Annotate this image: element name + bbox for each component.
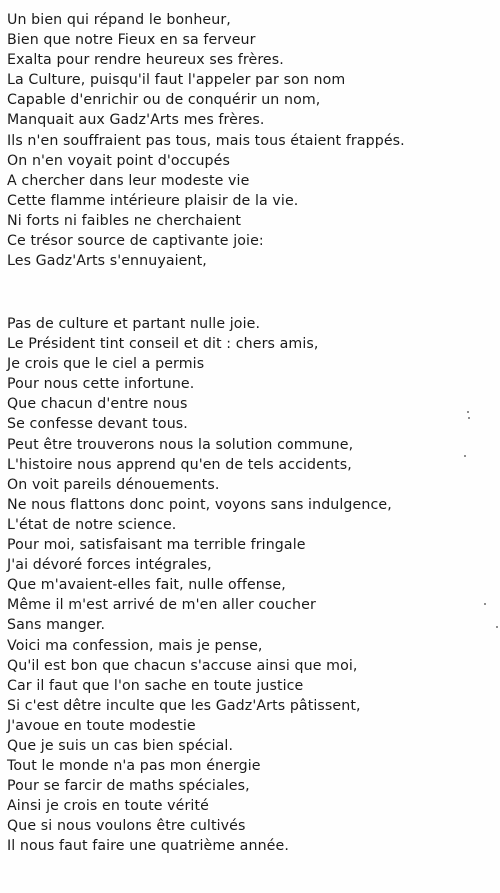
poem-line: On voit pareils dénouements. bbox=[7, 476, 220, 493]
poem-line: Pour se farcir de maths spéciales, bbox=[7, 778, 250, 795]
poem-line: Bien que notre Fieux en sa ferveur bbox=[7, 32, 256, 49]
poem-line: On n'en voyait point d'occupés bbox=[7, 152, 230, 169]
poem-line: Que chacun d'entre nous bbox=[7, 396, 188, 413]
scan-speck bbox=[496, 626, 498, 628]
poem-line: A chercher dans leur modeste vie bbox=[7, 172, 250, 189]
poem-line: L'état de notre science. bbox=[7, 516, 177, 533]
poem-line: Un bien qui répand le bonheur, bbox=[7, 12, 231, 28]
poem-line: Ce trésor source de captivante joie: bbox=[7, 233, 264, 250]
poem-line: Les Gadz'Arts s'ennuyaient, bbox=[7, 253, 207, 270]
poem-line: Car il faut que l'on sache en toute justice bbox=[7, 677, 304, 694]
poem-line: Je crois que le ciel a permis bbox=[7, 356, 205, 373]
poem-line: Tout le monde n'a pas mon énergie bbox=[7, 758, 261, 775]
scan-speck bbox=[464, 455, 466, 457]
poem-line: Sans manger. bbox=[7, 617, 106, 634]
poem-line: Exalta pour rendre heureux ses frères. bbox=[7, 52, 284, 69]
poem-line: Il nous faut faire une quatrième année. bbox=[7, 838, 289, 855]
poem-line: Que m'avaient-elles fait, nulle offense, bbox=[7, 577, 286, 594]
poem-line: Le Président tint conseil et dit : chers amis, bbox=[7, 336, 319, 353]
poem-line: Pour nous cette infortune. bbox=[7, 376, 195, 393]
scan-speck bbox=[468, 417, 470, 419]
poem-line: Capable d'enrichir ou de conquérir un nom, bbox=[7, 92, 321, 109]
poem-line: La Culture, puisqu'il faut l'appeler par son nom bbox=[7, 72, 346, 89]
poem-line: Ni forts ni faibles ne cherchaient bbox=[7, 212, 242, 229]
poem-stanza-2 bbox=[7, 314, 392, 857]
poem-line: Même il m'est arrivé de m'en aller coucher bbox=[7, 597, 316, 614]
poem-line: J'ai dévoré forces intégrales, bbox=[7, 557, 212, 574]
poem-line: Que je suis un cas bien spécial. bbox=[7, 737, 234, 754]
poem-line: Pas de culture et partant nulle joie. bbox=[7, 316, 261, 332]
poem-line: J'avoue en toute modestie bbox=[7, 717, 196, 734]
scan-speck bbox=[484, 603, 486, 605]
poem-line: Ne nous flattons donc point, voyons sans indulgence, bbox=[7, 496, 392, 513]
poem-line: Si c'est dêtre inculte que les Gadz'Arts pâtissent, bbox=[7, 697, 361, 714]
poem-line: L'histoire nous apprend qu'en de tels accidents, bbox=[7, 456, 352, 473]
poem-line: Ainsi je crois en toute vérité bbox=[7, 798, 209, 815]
poem-line: Que si nous voulons être cultivés bbox=[7, 818, 246, 835]
scan-speck bbox=[467, 411, 469, 413]
poem-line: Qu'il est bon que chacun s'accuse ainsi que moi, bbox=[7, 657, 358, 674]
poem-line: Peut être trouverons nous la solution commune, bbox=[7, 436, 354, 453]
poem-line: Manquait aux Gadz'Arts mes frères. bbox=[7, 112, 265, 129]
poem-line: Se confesse devant tous. bbox=[7, 416, 188, 433]
poem-line: Cette flamme intérieure plaisir de la vie. bbox=[7, 192, 299, 209]
poem-stanza-1 bbox=[7, 10, 405, 271]
poem-line: Ils n'en souffraient pas tous, mais tous étaient frappés. bbox=[7, 132, 405, 149]
poem-line: Pour moi, satisfaisant ma terrible fringale bbox=[7, 537, 306, 554]
poem-line: Voici ma confession, mais je pense, bbox=[7, 637, 263, 654]
